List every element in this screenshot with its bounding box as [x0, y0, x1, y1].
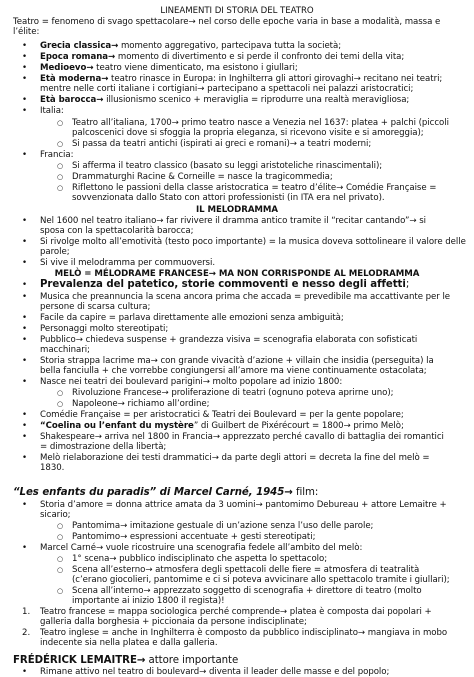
document-title: LINEAMENTI DI STORIA DEL TEATRO [160, 6, 314, 16]
bullet-icon [22, 258, 27, 268]
bullet-icon [22, 667, 27, 677]
francia-label: Francia: [40, 150, 74, 160]
film-sub-1: Pantomima→ imitazione gestuale di un’azione senza l’uso delle parole; [72, 521, 374, 531]
francia-item-2: Drammaturghi Racine & Corneille = nasce la tragicommedia; [72, 172, 333, 182]
epoch-modern: Età moderna→ teatro rinasce in Europa: in Inghilterra gli attori girovaghi→ recitano nei teatri; [40, 74, 443, 84]
film-sub-2: Pantomimo→ espressioni accentuate + gesti stereotipati; [72, 532, 316, 542]
bullet-icon [22, 95, 27, 105]
carne-sub-2: Scena all’esterno→ atmosfera degli spettacoli delle fiere = atmosfera di teatralità [72, 565, 420, 575]
melo-item-9: Shakespeare→ arriva nel 1800 in Francia→ apprezzato perché cavallo di battaglia dei romantici [40, 432, 444, 442]
film-item-2: Marcel Carné→ vuole ricostruire una scenografia fedele all’ambito del melò: [40, 543, 363, 553]
bullet-icon [22, 335, 27, 345]
number-marker-1: 1. [22, 607, 31, 617]
melo-item-4: Pubblico→ chiedeva suspense + grandezza visiva = scenografia elaborata con sofisticati [40, 335, 418, 345]
italia-item-2: Si passa da teatri antichi (ispirati ai greci e romani)→ a teatri moderni; [72, 139, 372, 149]
melodramma-item-3: Si vive il melodramma per commuoversi. [40, 258, 215, 268]
circle-bullet-icon [57, 532, 63, 542]
bullet-icon [22, 432, 27, 442]
film-item-1: Storia d’amore = donna attrice amata da 3 uomini→ pantomimo Debureau + attore Lemaitre + [40, 500, 447, 510]
melo-item-2: Facile da capire = parlava direttamente alle emozioni senza ambiguità; [40, 313, 344, 323]
bullet-icon [22, 150, 27, 160]
bullet-icon [22, 543, 27, 553]
italia-label: Italia: [40, 106, 64, 116]
francia-item-3: Riflettono le passioni della classe aristocratica = teatro d’élite→ Comédie Française = [72, 183, 437, 193]
bullet-icon [22, 421, 27, 431]
melodramma-item-1: Nel 1600 nel teatro italiano→ far rivivere il dramma antico tramite il “recitar cantando”→ si [40, 216, 426, 226]
epoch-greece: Grecia classica→ momento aggregativo, partecipava tutta la società; [40, 41, 342, 51]
film-heading: “Les enfants du paradis” di Marcel Carné, 1945→ film: [13, 487, 319, 498]
bullet-icon [22, 63, 27, 73]
intro-line-2: l’élite: [13, 27, 40, 37]
numbered-item-1: Teatro francese = mappa sociologica perché comprende→ platea è composta dai popolari + [40, 607, 432, 617]
melodramma-item-2: Si rivolge molto all’emotività (testo poco importante) = la musica doveva sottolineare il valore delle [40, 237, 466, 247]
bullet-icon [22, 216, 27, 226]
bullet-icon [22, 52, 27, 62]
melo-heading: MELÒ = MÉLODRAME FRANCESE→ MA NON CORRISPONDE AL MELODRAMMA [54, 269, 420, 279]
circle-bullet-icon [57, 565, 63, 575]
lemaitre-heading: FRÉDÉRICK LEMAITRE→ attore importante [13, 655, 239, 666]
epoch-medieval: Medioevo→ teatro viene dimenticato, ma esistono i giullari; [40, 63, 298, 73]
circle-bullet-icon [57, 586, 63, 596]
carne-sub-2-cont: (c’erano giocolieri, pantomime e ci si poteva avvicinare allo spettacolo tramite i giullari); [72, 575, 450, 585]
melodramma-item-2-cont: parole; [40, 247, 70, 257]
film-item-1-cont: sicario; [40, 510, 71, 520]
epoch-rome: Epoca romana→ momento di divertimento e si perde il confronto dei temi della vita; [40, 52, 405, 62]
melo-key-point: Prevalenza del patetico, storie commoventi e nesso degli affetti; [40, 279, 410, 290]
bullet-icon [22, 453, 27, 463]
carne-sub-3: Scena all’interno→ apprezzato soggetto di scenografia + direttore di teatro (molto [72, 586, 422, 596]
melo-item-1: Musica che preannuncia la scena ancora prima che accada = prevedibile ma accattivante per le [40, 292, 451, 302]
melo-item-5: Storia strappa lacrime ma→ con grande vivacità d’azione + villain che insidia (perseguita) la [40, 356, 434, 366]
circle-bullet-icon [57, 521, 63, 531]
bullet-icon [22, 74, 27, 84]
bullet-icon [22, 410, 27, 420]
bullet-icon [22, 237, 27, 247]
intro-line-1: Teatro = fenomeno di svago spettacolare→ nel corso delle epoche varia in base a modalità, massa e [13, 17, 441, 27]
bullet-icon [22, 313, 27, 323]
melo-item-3: Personaggi molto stereotipati; [40, 324, 169, 334]
melo-item-8: “Coelina ou l’enfant du mystère” di Guilbert de Pixérécourt = 1800→ primo Melò; [40, 421, 404, 431]
numbered-item-2-cont: indecente sia nella platea e dalla galleria. [40, 638, 218, 648]
bullet-icon [22, 324, 27, 334]
melo-item-10: Melò rielaborazione dei testi drammatici→ da parte degli attori = decreta la fine del melò = [40, 453, 430, 463]
francia-item-1: Si afferma il teatro classico (basato su leggi aristoteliche rinascimentali); [72, 161, 383, 171]
francia-item-3-cont: sovvenzionata dallo Stato con attori professionisti (in ITA era nel privato). [72, 193, 385, 203]
melo-item-6: Nasce nei teatri dei boulevard parigini→ molto popolare ad inizio 1800: [40, 377, 343, 387]
melo-item-5-cont: bella fanciulla + che vorrebbe congiungersi all’amore ma viene continuamente ostacolata; [40, 366, 427, 376]
bullet-icon [22, 500, 27, 510]
numbered-item-2: Teatro inglese = anche in Inghilterra è composto da pubblico indisciplinato→ mangiava in mobo [40, 628, 448, 638]
bullet-icon [22, 106, 27, 116]
bullet-icon [22, 41, 27, 51]
carne-sub-1: 1° scena→ pubblico indisciplinato che aspetta lo spettacolo; [72, 554, 328, 564]
circle-bullet-icon [57, 118, 63, 128]
circle-bullet-icon [57, 554, 63, 564]
circle-bullet-icon [57, 161, 63, 171]
melo-item-10-cont: 1830. [40, 463, 65, 473]
circle-bullet-icon [57, 388, 63, 398]
melo-sub-1: Rivoluzione Francese→ proliferazione di teatri (ognuno poteva aprirne uno); [72, 388, 394, 398]
lemaitre-item: Rimane attivo nel teatro di boulevard→ diventa il leader delle masse e del popolo; [40, 667, 390, 677]
melo-sub-2: Napoleone→ richiamo all’ordine; [72, 399, 210, 409]
italia-item-1-cont: palcoscenici dove si sfoggia la propria eleganza, si ricevono visite e si amoreggia); [72, 128, 424, 138]
melodramma-heading: IL MELODRAMMA [195, 205, 279, 215]
number-marker-2: 2. [22, 628, 31, 638]
carne-sub-3-cont: importante ai inizio 1800 il regista)! [72, 596, 225, 606]
bullet-icon [22, 377, 27, 387]
melo-item-4-cont: macchinari; [40, 345, 90, 355]
epoch-modern-cont: mentre nelle corti italiane i cortigiani→ partecipano a spettacoli nei palazzi aristocratici; [40, 84, 414, 94]
epoch-baroque: Età barocca→ illusionismo scenico + meraviglia = riprodurre una realtà meravigliosa; [40, 95, 410, 105]
melodramma-item-1-cont: sposa con la spettacolarità barocca; [40, 226, 194, 236]
circle-bullet-icon [57, 139, 63, 149]
italia-item-1: Teatro all’italiana, 1700→ primo teatro nasce a Venezia nel 1637: platea + palchi (piccoli [72, 118, 449, 128]
bullet-icon [22, 280, 27, 290]
circle-bullet-icon [57, 183, 63, 193]
numbered-item-1-cont: galleria dalla borghesia + piccionaia da persone indisciplinate; [40, 617, 307, 627]
melo-item-9-cont: = dimostrazione della libertà; [40, 442, 167, 452]
circle-bullet-icon [57, 172, 63, 182]
circle-bullet-icon [57, 399, 63, 409]
bullet-icon [22, 292, 27, 302]
bullet-icon [22, 356, 27, 366]
melo-item-1-cont: persone di scarsa cultura; [40, 302, 151, 312]
melo-item-7: Comédie Française = per aristocratici & Teatri dei Boulevard = per la gente popolare; [40, 410, 404, 420]
